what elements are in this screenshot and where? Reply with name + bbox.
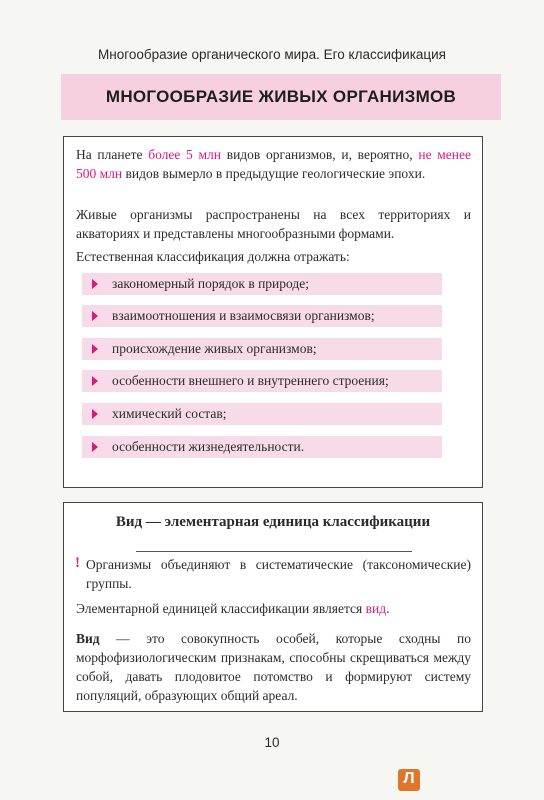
box-title: Вид — элементарная единица классификации xyxy=(115,514,431,530)
list-item-text: взаимоотношения и взаимосвязи организмов; xyxy=(112,308,375,323)
list-item-text: особенности внешнего и внутреннего строения; xyxy=(112,373,389,388)
list-item-text: происхождение живых организмов; xyxy=(112,341,317,356)
elementary-unit-paragraph xyxy=(76,599,471,618)
diversity-paragraph xyxy=(76,145,471,183)
triangle-bullet-icon xyxy=(92,409,98,419)
species-definition-box xyxy=(63,502,483,712)
term-vid: Вид xyxy=(76,631,100,646)
list-item-text: химический состав; xyxy=(112,406,227,421)
classification-intro: Естественная классификация должна отражать: xyxy=(76,249,350,264)
page-number: 10 xyxy=(264,735,280,750)
triangle-bullet-icon xyxy=(92,344,98,354)
logo-letter: Л xyxy=(403,770,415,787)
triangle-bullet-icon xyxy=(92,376,98,386)
text-fragment: На планете xyxy=(76,147,149,162)
publisher-logo-icon xyxy=(398,769,420,791)
text-fragment: видов организмов, и, вероятно, xyxy=(221,147,419,162)
taxonomy-paragraph: Организмы объединяют в систематические (таксономические) группы. xyxy=(86,557,471,591)
list-item-text: особенности жизнедеятельности. xyxy=(112,439,305,454)
highlight-5mln: более 5 млн xyxy=(148,147,222,162)
distribution-paragraph: Живые организмы распространены на всех территориях и акваториях и представлены многообразными формами. xyxy=(76,207,471,241)
text-fragment: . xyxy=(386,601,390,616)
triangle-bullet-icon xyxy=(92,442,98,452)
triangle-bullet-icon xyxy=(92,311,98,321)
section-title: МНОГООБРАЗИЕ ЖИВЫХ ОРГАНИЗМОВ xyxy=(61,74,501,120)
list-item xyxy=(82,403,442,425)
definition-text: — это совокупность особей, которые сходны по морфофизиологическим признакам, способны скрещиваться между собой, давать плодовитое потомство и формируют систему популяций, образующих общий ареал. xyxy=(76,631,471,703)
list-item xyxy=(82,436,442,458)
list-item xyxy=(82,273,442,295)
text-fragment: видов вымерло в предыдущие геологические эпохи. xyxy=(122,166,426,181)
triangle-bullet-icon xyxy=(92,279,98,289)
running-header: Многообразие органического мира. Его классификация xyxy=(98,47,446,62)
highlight-500mln: не менее 500 млн xyxy=(76,147,471,181)
list-item xyxy=(82,370,442,392)
diversity-info-box xyxy=(63,136,483,488)
list-item-text: закономерный порядок в природе; xyxy=(112,276,310,291)
title-underline xyxy=(136,551,412,552)
exclamation-icon: ! xyxy=(75,555,80,571)
text-fragment: Элементарной единицей классификации является xyxy=(76,601,366,616)
highlight-vid: вид xyxy=(365,601,387,616)
list-item xyxy=(82,305,442,327)
species-definition-paragraph xyxy=(76,629,471,705)
list-item xyxy=(82,338,442,360)
